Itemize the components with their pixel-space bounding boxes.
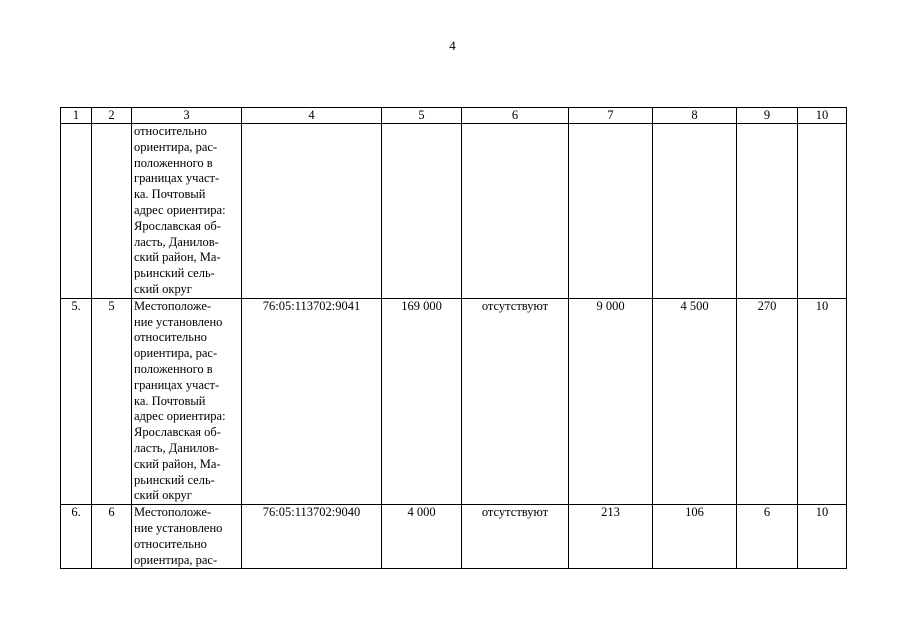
page-number: 4 xyxy=(449,38,456,53)
table-row xyxy=(61,505,847,569)
location-description-line: относительно xyxy=(134,536,207,551)
location-description-line: ский район, Ма- xyxy=(134,456,221,471)
column-header: 8 xyxy=(653,108,737,124)
column-header: 4 xyxy=(242,108,382,124)
table-cell-c4: 76:05:113702:9041 xyxy=(242,298,382,504)
table-cell-c10: 10 xyxy=(798,298,847,504)
table-cell-c2: 6 xyxy=(92,505,132,569)
location-description-line: ский район, Ма- xyxy=(134,250,221,265)
column-header: 10 xyxy=(798,108,847,124)
location-description-line: рьинский сель- xyxy=(134,266,215,281)
table-cell-c7: 213 xyxy=(569,505,653,569)
table-cell-c8: 4 500 xyxy=(653,298,737,504)
location-description-line: ка. Почтовый xyxy=(134,187,206,202)
table-cell-c8: 106 xyxy=(653,505,737,569)
table-cell-c9: 6 xyxy=(737,505,798,569)
table-header-row xyxy=(61,108,847,124)
location-description-line: Местоположе- xyxy=(134,505,212,520)
column-header: 5 xyxy=(382,108,462,124)
location-description-line: ние установлено xyxy=(134,520,223,535)
table-cell-c5: 169 000 xyxy=(382,298,462,504)
location-description-line: адрес ориентира: xyxy=(134,409,226,424)
location-description-line: относительно xyxy=(134,124,207,138)
location-description-line: рьинский сель- xyxy=(134,472,215,487)
table-cell-c10 xyxy=(798,124,847,299)
table-cell-c2: 5 xyxy=(92,298,132,504)
location-description-line: ский округ xyxy=(134,281,192,296)
table-row xyxy=(61,298,847,504)
column-header: 2 xyxy=(92,108,132,124)
location-description-line: ориентира, рас- xyxy=(134,139,218,154)
table-cell-c10: 10 xyxy=(798,505,847,569)
table-cell-c7: 9 000 xyxy=(569,298,653,504)
table-cell-c6 xyxy=(462,124,569,299)
table-cell-c9 xyxy=(737,124,798,299)
location-description-line: ориентира, рас- xyxy=(134,346,218,361)
location-description-cell xyxy=(132,298,242,504)
location-description-line: ласть, Данилов- xyxy=(134,440,219,455)
table-body xyxy=(61,124,847,569)
location-description-line: адрес ориентира: xyxy=(134,202,226,217)
column-header: 1 xyxy=(61,108,92,124)
location-description-line: ка. Почтовый xyxy=(134,393,206,408)
table-cell-c1: 6. xyxy=(61,505,92,569)
table-cell-c1 xyxy=(61,124,92,299)
location-description-line: положенного в xyxy=(134,361,213,376)
column-header: 9 xyxy=(737,108,798,124)
column-header: 7 xyxy=(569,108,653,124)
table-cell-c5 xyxy=(382,124,462,299)
location-description-line: положенного в xyxy=(134,155,213,170)
location-description-line: относительно xyxy=(134,330,207,345)
table-cell-c4: 76:05:113702:9040 xyxy=(242,505,382,569)
location-description-line: ский округ xyxy=(134,488,192,503)
table-cell-c9: 270 xyxy=(737,298,798,504)
table-cell-c8 xyxy=(653,124,737,299)
location-description-cell xyxy=(132,124,242,299)
column-header: 3 xyxy=(132,108,242,124)
data-table xyxy=(60,107,847,569)
location-description-line: Ярославская об- xyxy=(134,425,221,440)
table-cell-c5: 4 000 xyxy=(382,505,462,569)
table-cell-c6: отсутствуют xyxy=(462,505,569,569)
location-description-line: границах участ- xyxy=(134,171,220,186)
location-description-cell xyxy=(132,505,242,569)
table-cell-c6: отсутствуют xyxy=(462,298,569,504)
location-description-line: ние установлено xyxy=(134,314,223,329)
table-cell-c4 xyxy=(242,124,382,299)
table-cell-c7 xyxy=(569,124,653,299)
location-description-line: ориентира, рас- xyxy=(134,552,218,567)
location-description-line: границах участ- xyxy=(134,377,220,392)
table-row xyxy=(61,124,847,299)
location-description-line: ласть, Данилов- xyxy=(134,234,219,249)
location-description-line: Местоположе- xyxy=(134,298,212,313)
location-description-line: Ярославская об- xyxy=(134,218,221,233)
table-cell-c2 xyxy=(92,124,132,299)
table-cell-c1: 5. xyxy=(61,298,92,504)
column-header: 6 xyxy=(462,108,569,124)
